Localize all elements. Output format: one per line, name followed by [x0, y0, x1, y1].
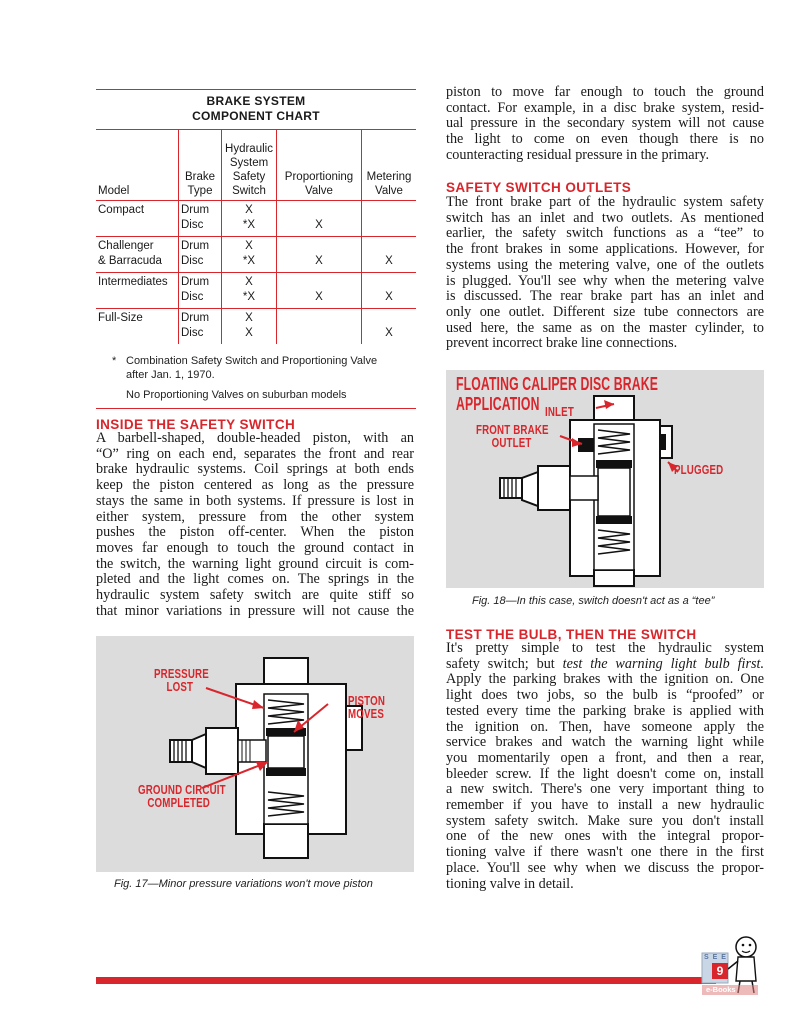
text-line: one of the new ones with the integral propor- [446, 828, 764, 845]
cell-brake-type: Disc [179, 326, 222, 344]
text-line: system safety switch. Make sure you don't install [446, 812, 764, 829]
cell-model: Intermediates [96, 272, 179, 290]
label-ground-l2: COMPLETED [147, 796, 210, 810]
table-row [96, 254, 416, 273]
figure-18-title: FLOATING CALIPER DISC BRAKE APPLICATION [456, 374, 659, 414]
text-line: remember if you have to install a new hydraulic [446, 797, 764, 814]
label-pressure-l2: LOST [166, 680, 194, 694]
cell-brake-type: Drum [179, 272, 222, 290]
text-line: hydraulic system safety switch are quite stiff so [96, 587, 414, 604]
text-line: the front brakes in some applications. However, for [446, 241, 764, 258]
component-table [96, 130, 416, 344]
text-line: piston to move far enough to touch the ground [446, 84, 764, 100]
stamp-bottom: e-Books [706, 985, 736, 994]
cell-proportioning [277, 236, 362, 254]
chart-title-line2: COMPONENT CHART [192, 109, 320, 123]
cell-model: & Barracuda [98, 254, 162, 267]
left-body-text [96, 431, 414, 619]
text-line: The front brake part of the hydraulic system safety [446, 194, 764, 210]
figure-17 [96, 636, 414, 872]
label-pressure-l1: PRESSURE [154, 667, 209, 681]
mascot-logo [700, 935, 766, 997]
chart-title-line1: BRAKE SYSTEM [206, 94, 306, 108]
text-line: a new switch. There's one very important thing to [446, 781, 764, 798]
cell-safety-switch: X [222, 326, 277, 344]
text-line: tioning valve in detail. [446, 875, 574, 892]
table-row [96, 218, 416, 237]
header-switch-l1: Hydraulic [225, 142, 273, 155]
cell-safety-switch: *X [222, 254, 277, 273]
table-row [96, 272, 416, 290]
table-row [96, 326, 416, 344]
table-row [96, 236, 416, 254]
text-line: ual pressure in the secondary system will not cause [446, 115, 764, 132]
header-proportioning [277, 130, 362, 200]
text-line: pleted and the light comes on. The springs in the [96, 571, 414, 588]
text-line: tested every time the parking brake is applied with [446, 702, 764, 719]
header-prop-l1: Proportioning [284, 170, 354, 183]
cell-metering: X [362, 254, 417, 273]
text-line: brake hydraulic systems. Coil springs at both ends [96, 461, 414, 478]
label-ground-l1: GROUND CIRCUIT [138, 783, 226, 797]
text-line: only one outlet. Different size tube connectors are [446, 303, 764, 320]
header-model: Model [98, 184, 130, 197]
test-remaining-lines [446, 672, 764, 892]
text-line: service brakes and watch the warning light while [446, 734, 764, 751]
chart-title [96, 94, 416, 124]
safety-switch-diagram [96, 636, 414, 872]
component-chart [96, 89, 416, 409]
text-line: pushes the piston off-center. When the piston [96, 524, 414, 541]
cell-model: Full-Size [96, 308, 179, 326]
test-line-2-emphasis: test the warning light bulb first. [562, 655, 764, 672]
figure-18-caption: Fig. 18—In this case, switch doesn't act as a “tee” [472, 595, 715, 607]
label-front-l2: OUTLET [491, 436, 532, 450]
label-piston-l2: MOVES [348, 707, 385, 721]
header-brake-type-l1: Brake [184, 170, 216, 183]
page-number: 9 [712, 963, 728, 979]
cell-metering: X [362, 290, 417, 309]
cell-model [96, 326, 179, 344]
text-line: either system, pressure from the other system [96, 508, 414, 525]
header-brake-type [179, 130, 222, 200]
outlets-body-text [446, 195, 764, 352]
table-row [96, 290, 416, 309]
text-line: place. You'll see why when we discuss the propor- [446, 859, 764, 876]
label-piston-l1: PISTON [348, 694, 386, 708]
cell-safety-switch: X [222, 308, 277, 326]
text-line: A barbell-shaped, double-headed piston, with an [96, 430, 414, 446]
text-line: you momentarily open a front, and then a rear, [446, 749, 764, 766]
cell-proportioning: X [277, 290, 362, 309]
heading-test-the-bulb: TEST THE BULB, THEN THE SWITCH [446, 627, 697, 642]
cell-proportioning: X [277, 218, 362, 237]
cell-model: Challenger [96, 236, 179, 254]
text-line: light does two jobs, so the bulb is “proofed” or [446, 687, 764, 704]
heading-safety-switch-outlets: SAFETY SWITCH OUTLETS [446, 180, 632, 195]
cell-metering [362, 308, 417, 326]
cell-metering [362, 200, 417, 218]
cell-proportioning [277, 200, 362, 218]
text-line: counteracting residual pressure in the primary. [446, 146, 710, 163]
cell-model [96, 290, 179, 309]
text-line: the ignition on. Then, have someone apply the [446, 718, 764, 735]
test-line-1: It's pretty simple to test the hydraulic system [446, 640, 764, 656]
text-line: that minor variations in pressure will not cause the [96, 602, 414, 619]
cell-safety-switch: X [222, 272, 277, 290]
footer-rule [96, 977, 716, 984]
cell-brake-type: Disc [179, 254, 222, 273]
text-line: “O” ring on each end, separates the front and rear [96, 445, 414, 462]
header-switch-l2: System [229, 156, 269, 169]
text-line: keep the piston centered as long as the pressure [96, 477, 414, 494]
cell-proportioning: X [277, 254, 362, 273]
cell-metering: X [362, 326, 417, 344]
text-line: bleeder screw. If the light doesn't come on, install [446, 765, 764, 782]
test-line-2 [446, 657, 764, 673]
text-line: Apply the parking brakes with the ignition on. One [446, 671, 764, 688]
test-body-text [446, 641, 764, 892]
heading-inside-safety-switch: INSIDE THE SAFETY SWITCH [96, 417, 296, 432]
table-row [96, 200, 416, 218]
chart-note: No Proportioning Valves on suburban models [126, 388, 347, 401]
text-line: tioning valve if there wasn't one there in the first [446, 844, 764, 861]
header-prop-l2: Valve [305, 184, 333, 197]
header-metering [362, 130, 417, 200]
table-row [96, 308, 416, 326]
cell-safety-switch: *X [222, 218, 277, 237]
text-line: is discussed. The rear brake part has an inlet and [446, 288, 764, 305]
cell-metering [362, 218, 417, 237]
chart-footnote [96, 354, 416, 383]
cell-safety-switch: X [222, 236, 277, 254]
label-piston-moves [348, 695, 385, 721]
cell-metering [362, 272, 417, 290]
text-line: stays the same in both systems. If pressure is lost in [96, 492, 414, 509]
cell-model: Compact [96, 200, 179, 218]
text-line: used here, the same as on the master cylinder, to [446, 319, 764, 336]
text-line: is plugged. You'll see why when the metering valve [446, 272, 764, 289]
cell-proportioning [277, 326, 362, 344]
text-line: switch has an inlet and two outlets. As mentioned [446, 209, 764, 226]
text-line: earlier, the safety switch functions as a “tee” to [446, 225, 764, 242]
header-switch-l3: Safety [232, 170, 266, 183]
text-line: moves far enough to touch the ground contact in [96, 539, 414, 556]
figure-17-caption: Fig. 17—Minor pressure variations won't move piston [114, 878, 373, 890]
cell-brake-type: Disc [179, 290, 222, 309]
footnote-mark: * [112, 354, 117, 367]
test-line-2-plain: safety switch; but [446, 655, 563, 672]
cell-proportioning [277, 308, 362, 326]
header-switch-l4: Switch [232, 184, 266, 197]
label-front-l1: FRONT BRAKE [476, 423, 549, 437]
header-meter-l1: Metering [366, 170, 412, 183]
text-line: the light to come on even though there is no [446, 131, 764, 148]
cell-brake-type: Drum [179, 236, 222, 254]
footnote-line2: after Jan. 1, 1970. [126, 369, 215, 381]
label-front-brake-outlet [476, 424, 549, 450]
right-intro-text [446, 85, 764, 164]
cell-brake-type: Drum [179, 200, 222, 218]
header-brake-type-l2: Type [187, 184, 213, 197]
label-plugged: PLUGGED [674, 463, 724, 477]
cell-safety-switch: X [222, 200, 277, 218]
cell-model [96, 218, 179, 237]
text-line: the switch, the warning light ground circuit is com- [96, 555, 414, 572]
cell-brake-type: Drum [179, 308, 222, 326]
cell-proportioning [277, 272, 362, 290]
floating-caliper-diagram [446, 370, 764, 588]
stamp-top: S E E [704, 954, 727, 961]
cell-safety-switch: *X [222, 290, 277, 309]
label-ground-circuit [138, 784, 226, 810]
text-line: systems using the metering valve, one of the outlets [446, 256, 764, 273]
cell-brake-type: Disc [179, 218, 222, 237]
header-safety-switch [222, 130, 277, 200]
label-inlet: INLET [545, 405, 574, 419]
footnote-line1: Combination Safety Switch and Proportioning Valve [126, 354, 378, 367]
label-pressure-lost [154, 668, 209, 694]
text-line: contact. For example, in a disc brake system, resid- [446, 99, 764, 116]
text-line: prevent incorrect brake line connections. [446, 335, 678, 352]
cell-metering [362, 236, 417, 254]
header-meter-l2: Valve [375, 184, 403, 197]
figure-18 [446, 370, 764, 588]
